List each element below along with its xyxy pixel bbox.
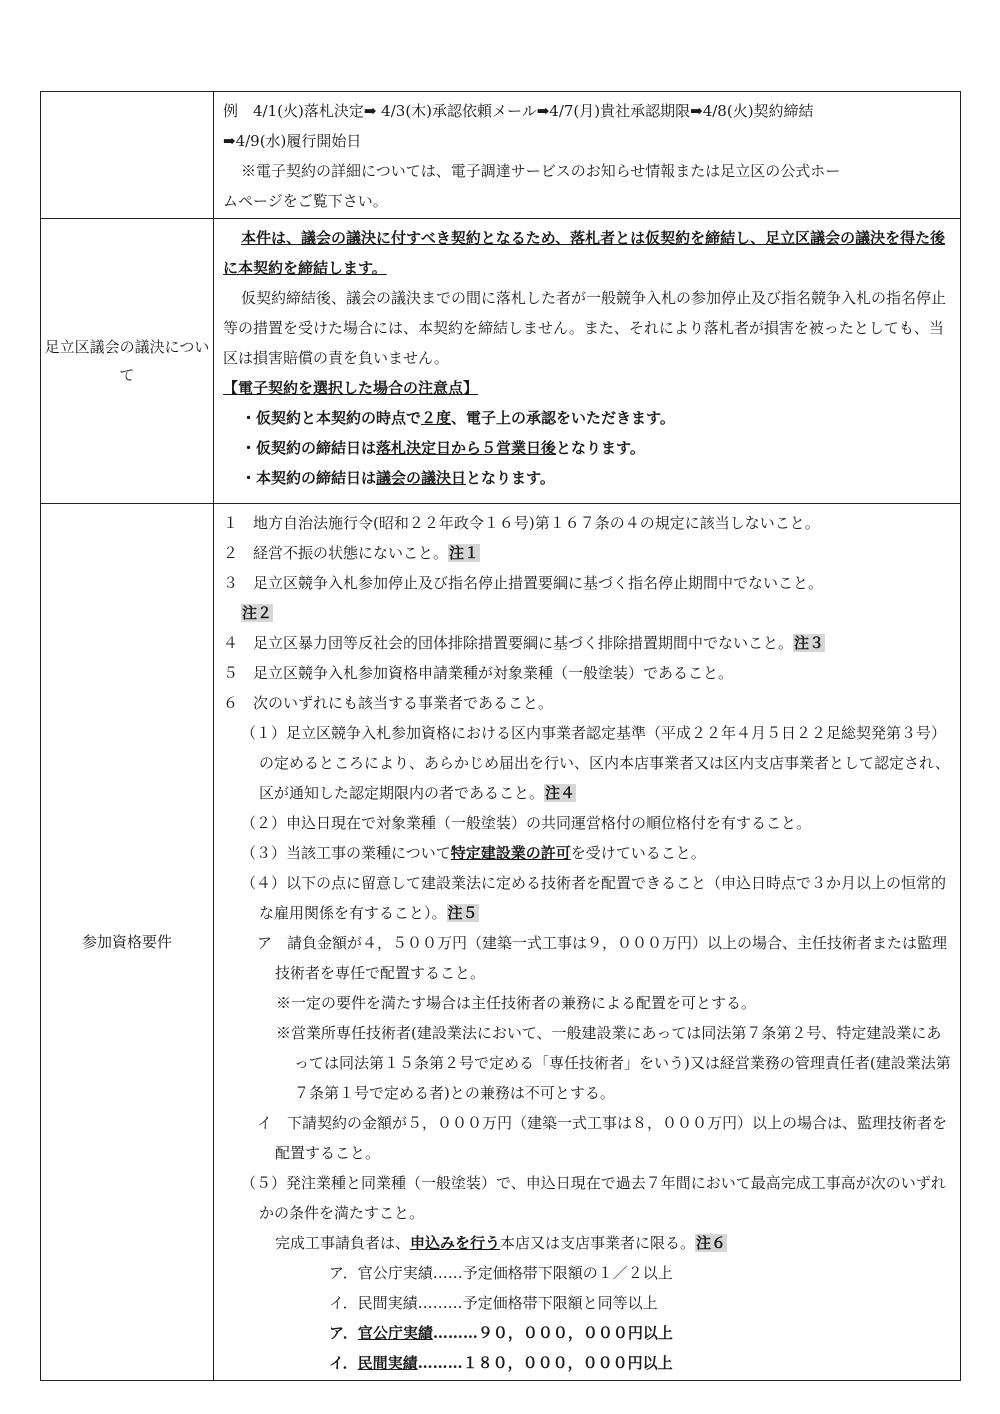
provisional-contract-notice: 本件は、議会の議決に付すべき契約となるため、落札者とは仮契約を締結し、足立区議会の議決を得た後に本契約を締結します。 bbox=[223, 229, 946, 277]
contract-example-cell bbox=[214, 92, 961, 219]
sub-requirement-5: （５）発注業種と同業種（一般塗装）で、申込日現在で過去７年間において最高完成工事高が次のいずれかの条件を満たすこと。 bbox=[241, 1174, 946, 1222]
sub-requirement-4: （４）以下の点に留意して建設業法に定める技術者を配置できること（申込日時点で３か月以上の恒常的な雇用関係を有すること）。注５ bbox=[241, 874, 947, 922]
e-contract-note-line-2: ムページをご覧下さい。 bbox=[223, 192, 388, 210]
note-badge: 注２ bbox=[242, 604, 273, 622]
requirement-1: １ 地方自治法施行令(昭和２２年政令１６号)第１６７条の４の規定に該当しないこと。 bbox=[223, 514, 820, 532]
note-badge: 注４ bbox=[545, 784, 576, 802]
conditions-table bbox=[40, 91, 961, 1381]
note-badge: 注６ bbox=[696, 1234, 727, 1252]
table-row-contract-example bbox=[41, 92, 961, 219]
note-badge: 注１ bbox=[449, 544, 480, 562]
engineer-rule-a: ア 請負金額が４，５００万円（建築一式工事は９，０００万円）以上の場合、主任技術者または監理技術者を専任で配置すること。 bbox=[257, 934, 948, 982]
eligibility-cell bbox=[214, 504, 961, 1381]
engineer-rule-b: イ 下請契約の金額が５，０００万円（建築一式工事は８，０００万円）以上の場合は、監理技術者を配置すること。 bbox=[257, 1114, 948, 1162]
requirement-5: ５ 足立区競争入札参加資格申請業種が対象業種（一般塗装）であること。 bbox=[223, 664, 734, 682]
table-row-eligibility bbox=[41, 504, 961, 1381]
council-resolution-label: 足立区議会の議決について bbox=[41, 219, 214, 504]
e-contract-caution-heading: 【電子契約を選択した場合の注意点】 bbox=[223, 379, 479, 397]
caution-bullet-3: ・本契約の締結日は議会の議決日となります。 bbox=[241, 469, 555, 487]
note-badge: 注５ bbox=[447, 904, 478, 922]
caution-bullet-2: ・仮契約の締結日は落札決定日から５営業日後となります。 bbox=[241, 439, 645, 457]
engineer-rule-a-note-2: ※営業所専任技術者(建設業法において、一般建設業にあっては同法第７条第２号、特定建設業にあっては同法第１５条第２号で定める「専任技術者」をいう)又は経営業務の管理責任者(建設業法第７条第１号で定める者)との兼務は不可とする。 bbox=[276, 1024, 951, 1102]
table-row-council-resolution bbox=[41, 219, 961, 504]
suspension-notice: 仮契約締結後、議会の議決までの間に落札した者が一般競争入札の参加停止及び指名競争入札の指名停止等の措置を受けた場合には、本契約を締結しません。また、それにより落札者が損害を被ったとしても、当区は損害賠償の責を負いません。 bbox=[223, 289, 947, 367]
empty-label-cell bbox=[41, 92, 214, 219]
sub-requirement-2: （２）申込日現在で対象業種（一般塗装）の共同運営格付の順位格付を有すること。 bbox=[241, 814, 812, 832]
note-badge: 注３ bbox=[794, 634, 825, 652]
requirement-6: ６ 次のいずれにも該当する事業者であること。 bbox=[223, 694, 554, 712]
council-resolution-cell bbox=[214, 219, 961, 504]
criteria-public-amount: ア．官公庁実績………９０，０００，０００円以上 bbox=[329, 1324, 673, 1342]
criteria-private-amount: イ．民間実績………１８０，０００，０００円以上 bbox=[329, 1354, 673, 1372]
sub-requirement-1: （１）足立区競争入札参加資格における区内事業者認定基準（平成２２年４月５日２２足総契発第３号）の定めるところにより、あらかじめ届出を行い、区内本店事業者又は区内支店事業者として認定され、区が通知した認定期限内の者であること。注４ bbox=[241, 724, 950, 802]
e-contract-note-line-1: ※電子契約の詳細については、電子調達サービスのお知らせ情報または足立区の公式ホー bbox=[241, 162, 841, 180]
criteria-public-ratio: ア．官公庁実績……予定価格帯下限額の１／２以上 bbox=[329, 1264, 673, 1282]
example-line-2: ➡4/9(水)履行開始日 bbox=[223, 132, 362, 150]
example-line-1: 例 4/1(火)落札決定➡ 4/3(木)承認依頼メール➡4/7(月)貴社承認期限➡4/8(火)契約締結 bbox=[223, 102, 814, 120]
requirement-4: ４ 足立区暴力団等反社会的団体排除措置要綱に基づく排除措置期間中でないこと。注３ bbox=[223, 634, 825, 652]
caution-bullet-1: ・仮契約と本契約の時点で２度、電子上の承認をいただきます。 bbox=[241, 409, 675, 427]
contractor-limit-line: 完成工事請負者は、申込みを行う本店又は支店事業者に限る。注６ bbox=[275, 1234, 727, 1252]
requirement-3: ３ 足立区競争入札参加停止及び指名停止措置要綱に基づく指名停止期間中でないこと。 注２ bbox=[223, 574, 824, 622]
requirement-2: ２ 経営不振の状態にないこと。注１ bbox=[223, 544, 480, 562]
sub-requirement-3: （３）当該工事の業種について特定建設業の許可を受けていること。 bbox=[241, 844, 706, 862]
eligibility-label: 参加資格要件 bbox=[41, 504, 214, 1381]
criteria-private-ratio: イ．民間実績………予定価格帯下限額と同等以上 bbox=[329, 1294, 658, 1312]
engineer-rule-a-note-1: ※一定の要件を満たす場合は主任技術者の兼務による配置を可とする。 bbox=[276, 994, 757, 1012]
